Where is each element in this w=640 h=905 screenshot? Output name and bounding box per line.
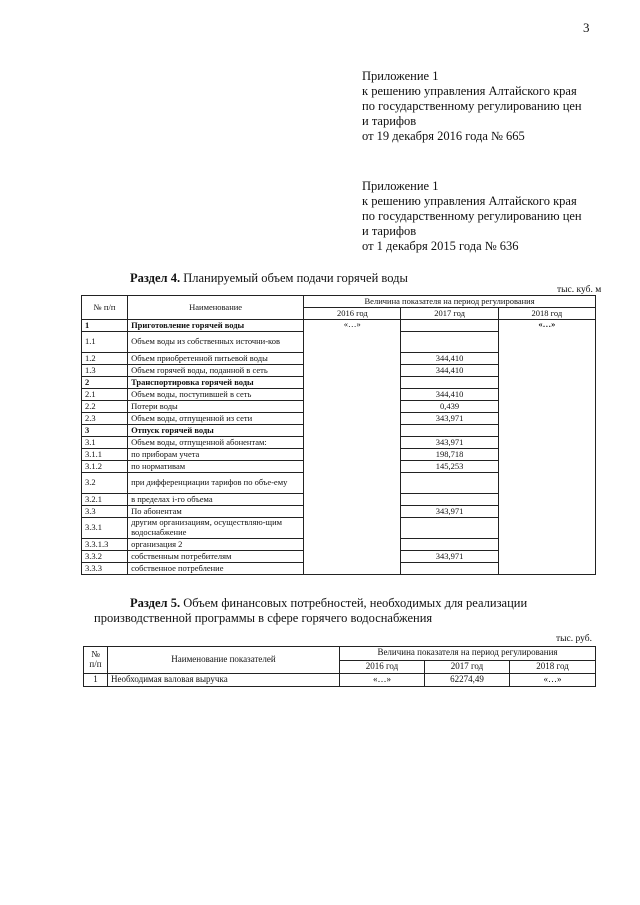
row-value-2017 [401,425,498,437]
section-4-label: Раздел 4. [130,271,181,285]
header-year-2018: 2018 год [510,660,596,674]
row-name: Необходимая валовая выручка [108,674,340,687]
row-num: 3.3 [82,506,128,518]
hot-water-volume-table [81,295,596,575]
page-number: 3 [583,20,590,35]
row-name: Отпуск горячей воды [128,425,304,437]
header-period-group: Величина показателя на период регулирования [340,647,596,661]
appendix-line: к решению управления Алтайского края [362,84,577,98]
row-name: собственным потребителям [128,551,304,563]
row-num: 3.2 [82,473,128,494]
section-5-label: Раздел 5. [130,596,181,610]
row-name: по нормативам [128,461,304,473]
row-name: организация 2 [128,539,304,551]
header-period-group: Величина показателя на период регулирования [304,296,596,308]
row-name: По абонентам [128,506,304,518]
row-value-2017 [401,473,498,494]
row-value-2017: 343,971 [401,413,498,425]
row-name: собственное потребление [128,563,304,575]
row-num: 3.2.1 [82,494,128,506]
section-4-title [130,271,408,286]
financial-needs-table [83,646,596,687]
header-year-2017: 2017 год [425,660,510,674]
row-value-2018: «…» [510,674,596,687]
value-2016-merged: «…» [304,320,401,575]
row-num: 3.3.2 [82,551,128,563]
appendix-line: от 1 декабря 2015 года № 636 [362,239,519,253]
row-num: 3.1.2 [82,461,128,473]
row-value-2016: «…» [340,674,425,687]
row-value-2017: 62274,49 [425,674,510,687]
row-value-2017 [401,320,498,332]
header-name: Наименование [128,296,304,320]
row-num: 3.3.1.3 [82,539,128,551]
row-name: Приготовление горячей воды [128,320,304,332]
header-num: № п/п [82,296,128,320]
row-name: Объем приобретенной питьевой воды [128,353,304,365]
appendix-line: по государственному регулированию цен [362,209,582,223]
row-value-2017 [401,518,498,539]
appendix-line: и тарифов [362,224,417,238]
row-name: Объем горячей воды, поданной в сеть [128,365,304,377]
row-value-2017 [401,539,498,551]
section-5-title [94,596,597,626]
table-header-row [82,296,596,308]
table-row [84,674,596,687]
header-year-2016: 2016 год [340,660,425,674]
row-num: 2.1 [82,389,128,401]
table-row [82,320,596,332]
row-value-2017: 145,253 [401,461,498,473]
appendix-line: по государственному регулированию цен [362,99,582,113]
row-num: 1.2 [82,353,128,365]
table-header-row [84,647,596,661]
header-year-2018: 2018 год [498,308,595,320]
row-value-2017: 198,718 [401,449,498,461]
row-name: Потери воды [128,401,304,413]
appendix-line: от 19 декабря 2016 года № 665 [362,129,525,143]
row-value-2017: 344,410 [401,365,498,377]
row-name: Объем воды, поступившей в сеть [128,389,304,401]
row-value-2017 [401,332,498,353]
row-num: 3.1.1 [82,449,128,461]
row-name: другим организациям, осуществляю-щим водоснабжение [128,518,304,539]
row-value-2017: 344,410 [401,353,498,365]
row-name: по приборам учета [128,449,304,461]
row-num: 3.3.1 [82,518,128,539]
row-num: 2 [82,377,128,389]
row-num: 1.1 [82,332,128,353]
row-value-2017: 343,971 [401,437,498,449]
row-name: Транспортировка горячей воды [128,377,304,389]
row-name: в пределах i-го объема [128,494,304,506]
row-name: Объем воды, отпущенной абонентам: [128,437,304,449]
header-num: № п/п [84,647,108,674]
row-value-2017: 344,410 [401,389,498,401]
section-4-units: тыс. куб. м [557,285,602,295]
row-name: Объем воды из собственных источни-ков [128,332,304,353]
row-value-2017 [401,563,498,575]
row-name: при дифференциации тарифов по объе-ему [128,473,304,494]
value-2018-merged: «…» [498,320,595,575]
header-name: Наименование показателей [108,647,340,674]
row-value-2017: 343,971 [401,506,498,518]
section-5-heading: Объем финансовых потребностей, необходимых для реализации производственной программы в сфере горячего водоснабжения [94,596,528,625]
appendix-line: Приложение 1 [362,69,439,83]
appendix-header-1 [362,69,622,144]
row-value-2017: 343,971 [401,551,498,563]
row-num: 1 [82,320,128,332]
appendix-line: Приложение 1 [362,179,439,193]
header-year-2017: 2017 год [401,308,498,320]
row-num: 3.1 [82,437,128,449]
row-num: 2.3 [82,413,128,425]
row-num: 1.3 [82,365,128,377]
row-value-2017 [401,377,498,389]
row-value-2017: 0,439 [401,401,498,413]
appendix-line: к решению управления Алтайского края [362,194,577,208]
row-name: Объем воды, отпущенной из сети [128,413,304,425]
appendix-header-2 [362,179,622,254]
row-num: 1 [84,674,108,687]
row-num: 3 [82,425,128,437]
section-5-units: тыс. руб. [556,634,592,644]
row-num: 2.2 [82,401,128,413]
row-num: 3.3.3 [82,563,128,575]
section-4-heading: Планируемый объем подачи горячей воды [180,271,408,285]
appendix-line: и тарифов [362,114,417,128]
header-year-2016: 2016 год [304,308,401,320]
row-value-2017 [401,494,498,506]
